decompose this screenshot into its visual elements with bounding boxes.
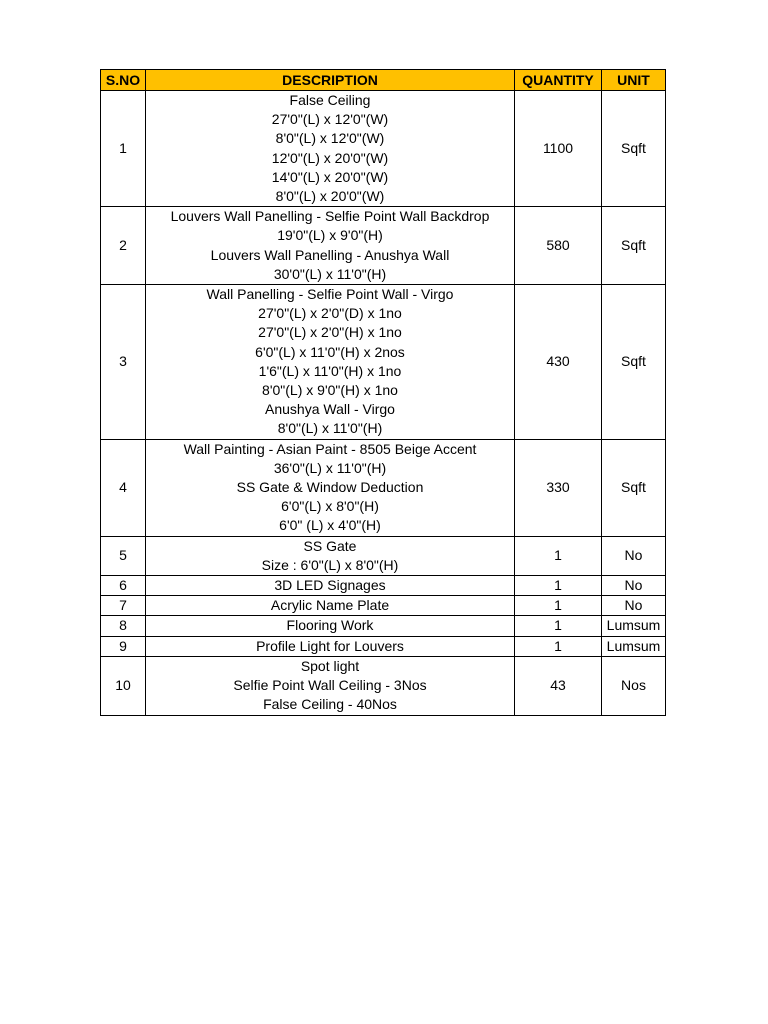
cell-description [146, 596, 515, 616]
description-line: 8'0"(L) x 12'0"(W) [275, 130, 385, 147]
cell-unit: No [602, 596, 666, 616]
cell-unit: Sqft [602, 207, 666, 285]
description-line: 8'0"(L) x 9'0"(H) x 1no [262, 382, 398, 399]
cell-quantity: 1 [515, 636, 602, 656]
cell-sno: 2 [101, 207, 146, 285]
description-line: Profile Light for Louvers [256, 637, 404, 654]
cell-unit: Sqft [602, 439, 666, 536]
description-line: Wall Painting - Asian Paint - 8505 Beige Accent [183, 440, 477, 457]
description-line: 36'0"(L) x 11'0"(H) [273, 459, 387, 476]
table-row [101, 616, 666, 636]
cell-description [146, 439, 515, 536]
description-line: SS Gate [303, 537, 357, 554]
description-line: Size : 6'0"(L) x 8'0"(H) [261, 556, 399, 573]
table-row [101, 656, 666, 715]
description-line: 3D LED Signages [274, 577, 386, 594]
description-line: Anushya Wall - Virgo [265, 401, 395, 418]
cell-unit: No [602, 576, 666, 596]
description-line: 27'0"(L) x 2'0"(D) x 1no [258, 305, 402, 322]
cell-unit: Lumsum [602, 616, 666, 636]
cell-quantity: 430 [515, 285, 602, 440]
description-line: 19'0"(L) x 9'0"(H) [277, 227, 383, 244]
cell-quantity: 43 [515, 656, 602, 715]
description-line: Selfie Point Wall Ceiling - 3Nos [233, 677, 427, 694]
description-line: 1'6"(L) x 11'0"(H) x 1no [258, 362, 402, 379]
description-line: 6'0"(L) x 8'0"(H) [281, 498, 379, 515]
cell-quantity: 1 [515, 596, 602, 616]
cell-sno: 9 [101, 636, 146, 656]
table-row [101, 285, 666, 440]
description-line: 27'0"(L) x 12'0"(W) [271, 111, 389, 128]
cell-quantity: 330 [515, 439, 602, 536]
description-line: 12'0"(L) x 20'0"(W) [271, 149, 389, 166]
description-line: 30'0"(L) x 11'0"(H) [273, 265, 387, 282]
cell-sno: 1 [101, 91, 146, 207]
header-row [101, 70, 666, 91]
table-row [101, 576, 666, 596]
cell-unit: No [602, 536, 666, 575]
table-body [101, 91, 666, 716]
cell-description [146, 207, 515, 285]
cell-unit: Nos [602, 656, 666, 715]
description-line: 14'0"(L) x 20'0"(W) [271, 168, 389, 185]
cell-sno: 5 [101, 536, 146, 575]
header-sno: S.NO [101, 70, 146, 91]
description-line: Flooring Work [286, 617, 374, 634]
cell-sno: 4 [101, 439, 146, 536]
description-line: Wall Panelling - Selfie Point Wall - Virgo [206, 286, 454, 303]
description-line: SS Gate & Window Deduction [236, 479, 424, 496]
cell-unit: Sqft [602, 91, 666, 207]
description-line: 8'0"(L) x 11'0"(H) [277, 420, 383, 437]
cell-quantity: 1100 [515, 91, 602, 207]
header-quantity: QUANTITY [515, 70, 602, 91]
cell-unit: Lumsum [602, 636, 666, 656]
cell-sno: 3 [101, 285, 146, 440]
table-row [101, 536, 666, 575]
cell-quantity: 1 [515, 536, 602, 575]
header-unit: UNIT [602, 70, 666, 91]
table-row [101, 207, 666, 285]
table-row [101, 636, 666, 656]
table-row [101, 439, 666, 536]
cell-unit: Sqft [602, 285, 666, 440]
cell-quantity: 580 [515, 207, 602, 285]
cell-description [146, 636, 515, 656]
cell-quantity: 1 [515, 576, 602, 596]
description-line: 6'0" (L) x 4'0"(H) [279, 517, 381, 534]
cell-sno: 10 [101, 656, 146, 715]
description-line: Louvers Wall Panelling - Selfie Point Wall Backdrop [170, 208, 490, 225]
cell-sno: 6 [101, 576, 146, 596]
description-line: 6'0"(L) x 11'0"(H) x 2nos [255, 343, 405, 360]
table-row [101, 596, 666, 616]
description-line: Acrylic Name Plate [270, 597, 390, 614]
table-row [101, 91, 666, 207]
cell-quantity: 1 [515, 616, 602, 636]
cell-sno: 8 [101, 616, 146, 636]
cell-description [146, 536, 515, 575]
description-line: Spot light [300, 657, 360, 674]
cell-sno: 7 [101, 596, 146, 616]
cell-description [146, 91, 515, 207]
description-line: False Ceiling [289, 92, 371, 108]
description-line: 8'0"(L) x 20'0"(W) [275, 188, 385, 205]
description-line: False Ceiling - 40Nos [263, 696, 397, 713]
description-line: Louvers Wall Panelling - Anushya Wall [210, 246, 450, 263]
cell-description [146, 616, 515, 636]
boq-table [100, 69, 666, 716]
description-line: 27'0"(L) x 2'0"(H) x 1no [258, 324, 402, 341]
header-description: DESCRIPTION [146, 70, 515, 91]
cell-description [146, 656, 515, 715]
cell-description [146, 285, 515, 440]
cell-description [146, 576, 515, 596]
